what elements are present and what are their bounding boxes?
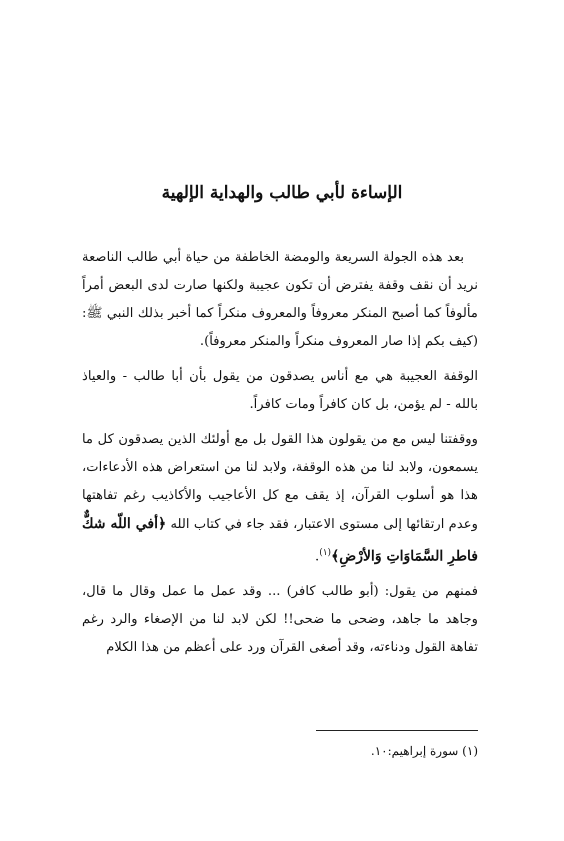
footnote-separator — [316, 730, 478, 731]
paragraph-1: بعد هذه الجولة السريعة والومضة الخاطفة من حياة أبي طالب الناصعة نريد أن نقف وقفة يفترض أن تكون عجيبة ولكنها صارت لدى البعض أمراً مألوفاً كما أصبح المنكر معروفاً والمعروف منكراً كما أخبر بذلك النبي ﷺ: (كيف بكم إذا صار المعروف منكراً والمنكر معروفاً). — [82, 250, 478, 349]
footnote: (١) سورة إبراهيم:١٠. — [370, 744, 478, 758]
paragraph-2: الوقفة العجيبة هي مع أناس يصدقون من يقول بأن أبا طالب - والعياذ بالله - لم يؤمن، بل كان كافراً ومات كافراً. — [82, 369, 478, 412]
paragraph-3-text: ووقفتنا ليس مع من يقولون هذا القول بل مع أولئك الذين يصدقون كل ما يسمعون، ولابد لنا من هذه الوقفة، ولابد لنا من استعراض هذه الأدعاءات، هذا هو أسلوب القرآن، إذ يقف مع كل الأعاجيب والأكاذيب رغم تفاهتها وعدم ارتقائها إلى مستوى الاعتبار، فقد جاء في كتاب الله — [82, 432, 479, 532]
page-title: الإساءة لأبي طالب والهداية الإلهية — [161, 183, 403, 203]
quran-verse: ﴿أفي اللّه شكٌّ فاطرِ السَّمَاوَاتِ وَالأرْضِ﴾ — [82, 516, 478, 565]
paragraph-4: فمنهم من يقول: (أبو طالب كافر) ... وقد عمل ما عمل وقال ما قال، وجاهد ما جاهد، وضحى ما ضحى!! لكن لابد لنا من الإصغاء والرد رغم تفاهة القول ودناءته، وقد أصغى القرآن ورد على أعظم من هذا الكلام — [82, 584, 478, 656]
body-text — [82, 244, 478, 669]
paragraph-3-tail: . — [314, 549, 320, 565]
footnote-reference[interactable]: (١) — [319, 548, 332, 558]
paragraph-3 — [82, 426, 478, 571]
